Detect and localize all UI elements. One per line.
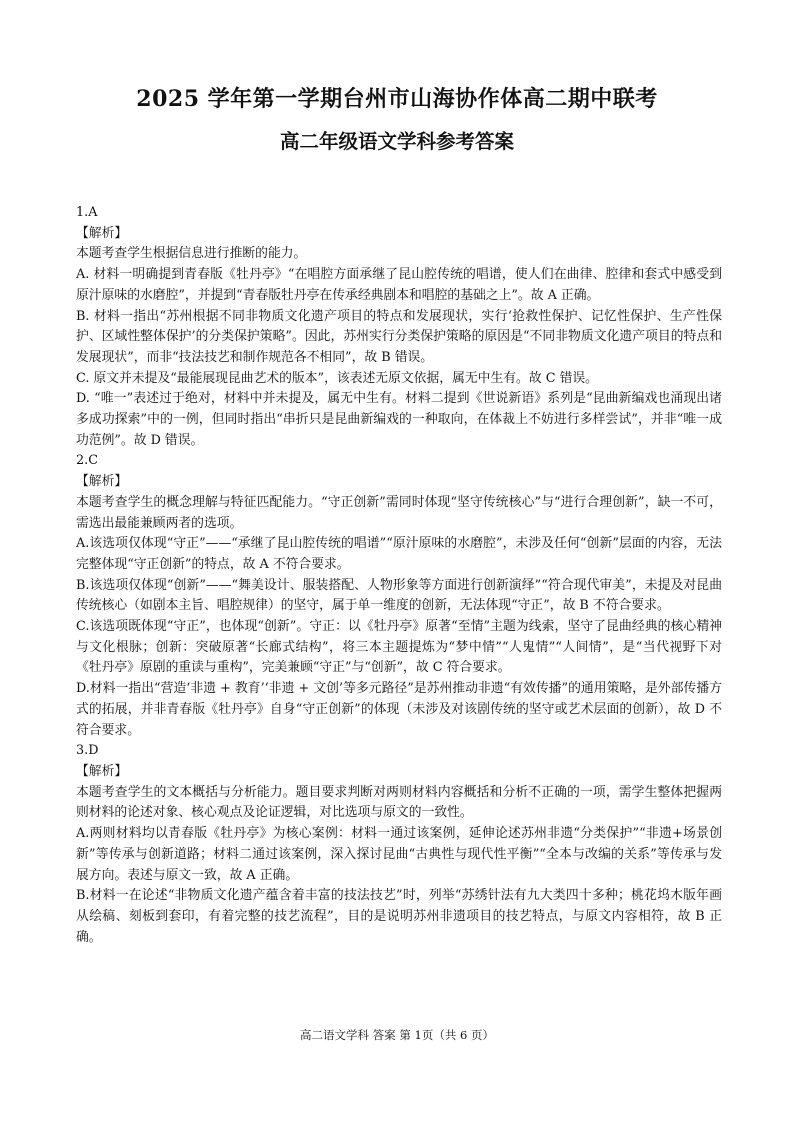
analysis-paragraph: 本题考查学生的概念理解与特征匹配能力。“守正创新”需同时体现“坚守传统核心”与“进行合理创新”，缺一不可，需选出最能兼顾两者的选项。 (76, 494, 722, 531)
answer-content (76, 203, 722, 948)
question-number: 2.C (76, 453, 99, 469)
page-footer: 高二语文学科 答案 第 1页（共 6 页） (300, 1028, 494, 1042)
analysis-paragraph: A.该选项仅体现“守正”——“承继了昆山腔传统的唱谱”“原汁原味的水磨腔”，未涉及任何“创新”层面的内容，无法完整体现“守正创新”的特点，故 A 不符合要求。 (76, 536, 722, 572)
analysis-paragraph: B.材料一在论述“非物质文化遗产蕴含着丰富的技法技艺”时，列举“苏绣针法有九大类四十多种；桃花坞木版年画从绘稿、刻板到套印，有着完整的技艺流程”，目的是说明苏州非遗项目的技艺特点，与原文内容相符，故 B 正确。 (76, 888, 722, 945)
analysis-paragraph: C. 原文并未提及“最能展现昆曲艺术的版本”，该表述无原文依据，属无中生有。故 C 错误。 (76, 370, 598, 386)
analysis-paragraph: A. 材料一明确提到青春版《牡丹亭》“在唱腔方面承继了昆山腔传统的唱谱，使人们在曲律、腔律和套式中感受到原汁原味的水磨腔”，并提到“青春版牡丹亭在传承经典剧本和唱腔的基础之上”。故 A 正确。 (76, 267, 722, 303)
analysis-label: 【解析】 (76, 763, 128, 779)
analysis-paragraph: B. 材料一指出“苏州根据不同非物质文化遗产项目的特点和发展现状，实行‘抢救性保护、记忆性保护、生产性保护、区域性整体保护’的分类保护策略”。因此，苏州实行分类保护策略的原因是“不同非物质文化遗产项目的特点和发展现状”，而非“技法技艺和制作规范各不相同”，故 B 错误。 (76, 308, 722, 365)
analysis-paragraph: 本题考查学生根据信息进行推断的能力。 (76, 246, 307, 262)
analysis-paragraph: C.该选项既体现“守正”，也体现“创新”。守正：以《牡丹亭》原著“至情”主题为线索，坚守了昆曲经典的核心精神与文化根脉；创新：突破原著“长廊式结构”，将三本主题提炼为“梦中情”“人鬼情”“人间情”，是“当代视野下对《牡丹亭》原剧的重读与重构”，完美兼顾“守正”与“创新”，故 C 符合要求。 (76, 619, 722, 676)
analysis-paragraph: D.材料一指出“营造‘非遗 + 教育’‘非遗 + 文创’等多元路径”是苏州推动非遗“有效传播”的通用策略，是外部传播方式的拓展，并非青春版《牡丹亭》自身“守正创新”的体现（未涉及对该剧传统的坚守或艺术层面的创新），故 D 不符合要求。 (76, 681, 722, 738)
analysis-paragraph: 本题考查学生的文本概括与分析能力。题目要求判断对两则材料内容概括和分析不正确的一项，需学生整体把握两则材料的论述对象、核心观点及论证逻辑，对比选项与原文的一致性。 (76, 784, 722, 821)
analysis-paragraph: B.该选项仅体现“创新”——“舞美设计、服装搭配、人物形象等方面进行创新演绎”“符合现代审美”，未提及对昆曲传统核心（如剧本主旨、唱腔规律）的坚守，属于单一维度的创新，无法体现“守正”，故 B 不符合要求。 (76, 577, 722, 614)
question-number: 3.D (76, 743, 99, 759)
analysis-paragraph: D. “唯一”表述过于绝对，材料中并未提及，属无中生有。材料二提到《世说新语》系列是“昆曲新编戏也涌现出诸多成功探索”中的一例，但同时指出“串折只是昆曲新编戏的一种取向，在体裁上不妨进行多样尝试”，并非“唯一成功范例”。故 D 错误。 (76, 391, 722, 448)
page-title: 2025 学年第一学期台州市山海协作体高二期中联考 (136, 86, 658, 112)
page-subtitle: 高二年级语文学科参考答案 (279, 130, 514, 153)
analysis-label: 【解析】 (76, 225, 128, 241)
question-number: 1.A (76, 205, 98, 220)
analysis-paragraph: A.两则材料均以青春版《牡丹亭》为核心案例：材料一通过该案例，延伸论述苏州非遗“分类保护”“非遗+场景创新”等传承与创新道路；材料二通过该案例，深入探讨昆曲“古典性与现代性平衡”“全本与改编的关系”等传承与发展方向。表述与原文一致，故 A 正确。 (76, 826, 722, 883)
analysis-label: 【解析】 (76, 474, 128, 490)
